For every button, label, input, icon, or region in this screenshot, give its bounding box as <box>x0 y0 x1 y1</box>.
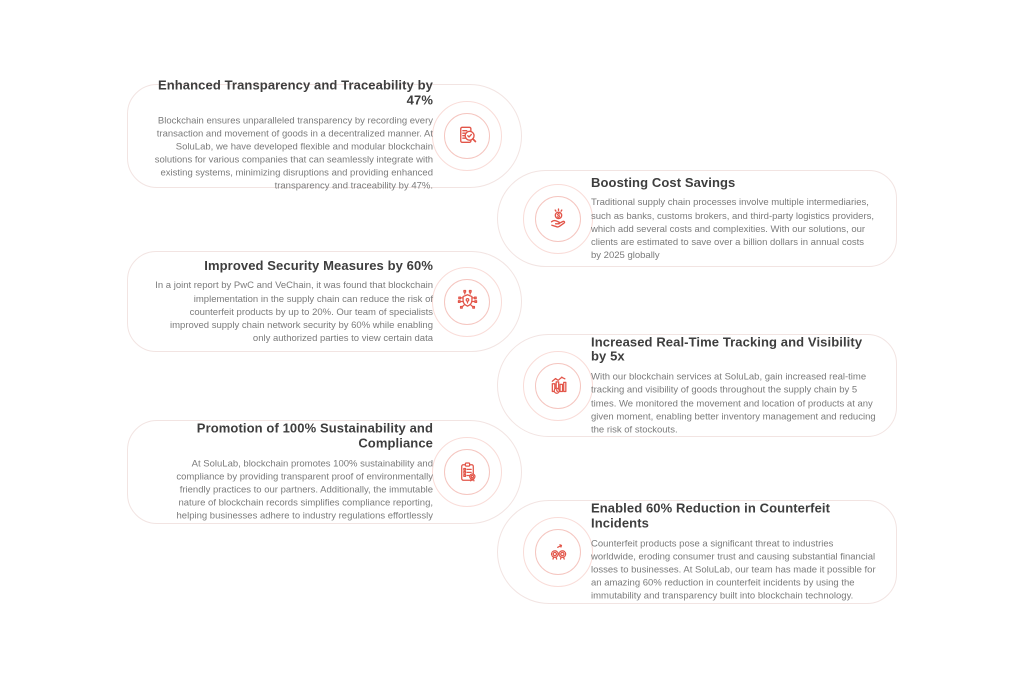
card-body: With our blockchain services at SoluLab, gain increased real-time tracking and visibility of goods throughout the supply chain by 5 times. We monitored the movement and location of products at any given moment, enabling better inventory management and reducing the risk of stockouts. <box>591 371 876 436</box>
icon-halo <box>523 517 593 587</box>
card-body: Blockchain ensures unparalleled transparency by recording every transaction and movement of goods in a decentralized manner. At SoluLab, we have developed flexible and modular blockchain solutions for various companies that can seamlessly integrate with existing systems, minimizing disruptions and providing enhanced transparency and traceability by 47%. <box>154 115 433 193</box>
icon-halo <box>432 437 502 507</box>
card-text <box>591 335 876 436</box>
card-body: At SoluLab, blockchain promotes 100% sustainability and compliance by providing transparent proof of environmentally friendly practices to our partners. Additionally, the immutable nature of blockchain records simplifies compliance reporting, helping businesses adhere to industry regulations effortlessly <box>176 458 433 522</box>
card-improved-security <box>127 251 522 352</box>
clipboard-badge-icon <box>454 459 481 486</box>
card-body: Traditional supply chain processes involve multiple intermediaries, such as banks, customs brokers, and third-party logistics providers, which add several costs and complexities. With our solutions, our clients are estimated to save over a billion dollars in annual costs by 2025 globally <box>591 197 875 261</box>
document-search-icon <box>454 123 481 150</box>
card-body: In a joint report by PwC and VeChain, it was found that blockchain implementation in the supply chain can reduce the risk of counterfeit products by up to 20%. Our team of specialists improved supply chain network security by 60% while enabling only authorized parties to view certain data <box>155 280 433 344</box>
shield-network-icon <box>454 288 481 315</box>
card-cost-savings <box>497 170 897 267</box>
icon-halo <box>432 267 502 337</box>
card-counterfeit-reduction <box>497 500 897 604</box>
card-enhanced-transparency <box>127 77 522 193</box>
icon-halo <box>523 351 593 421</box>
hand-coin-icon <box>545 205 572 232</box>
icon-ring <box>535 196 581 242</box>
card-title: Boosting Cost Savings <box>591 174 736 190</box>
card-text <box>154 79 433 194</box>
card-text <box>154 421 433 522</box>
icon-halo <box>432 101 502 171</box>
card-sustainability-compliance <box>127 420 522 524</box>
card-title: Promotion of 100% Sustainability and Compliance <box>196 420 433 451</box>
icon-ring <box>444 279 490 325</box>
icon-ring <box>444 449 490 495</box>
card-real-time-tracking <box>497 334 897 437</box>
icon-ring <box>444 113 490 159</box>
card-text <box>154 258 433 344</box>
icon-halo <box>523 184 593 254</box>
card-body: Counterfeit products pose a significant threat to industries worldwide, eroding consumer trust and causing substantial financial losses to businesses. At SoluLab, our team has made it possible for an amazing 60% reduction in counterfeit incidents by using the immutability and transparency built into blockchain technology. <box>591 538 876 602</box>
card-text <box>591 501 876 602</box>
award-badges-icon <box>545 539 572 566</box>
card-text <box>591 175 876 261</box>
card-title: Enhanced Transparency and Traceability by 47% <box>157 77 433 108</box>
chart-clock-icon <box>545 372 572 399</box>
card-title: Improved Security Measures by 60% <box>204 257 433 273</box>
icon-ring <box>535 363 581 409</box>
icon-ring <box>535 529 581 575</box>
card-title: Increased Real-Time Tracking and Visibility by 5x <box>591 333 863 364</box>
card-title: Enabled 60% Reduction in Counterfeit Incidents <box>591 500 831 531</box>
